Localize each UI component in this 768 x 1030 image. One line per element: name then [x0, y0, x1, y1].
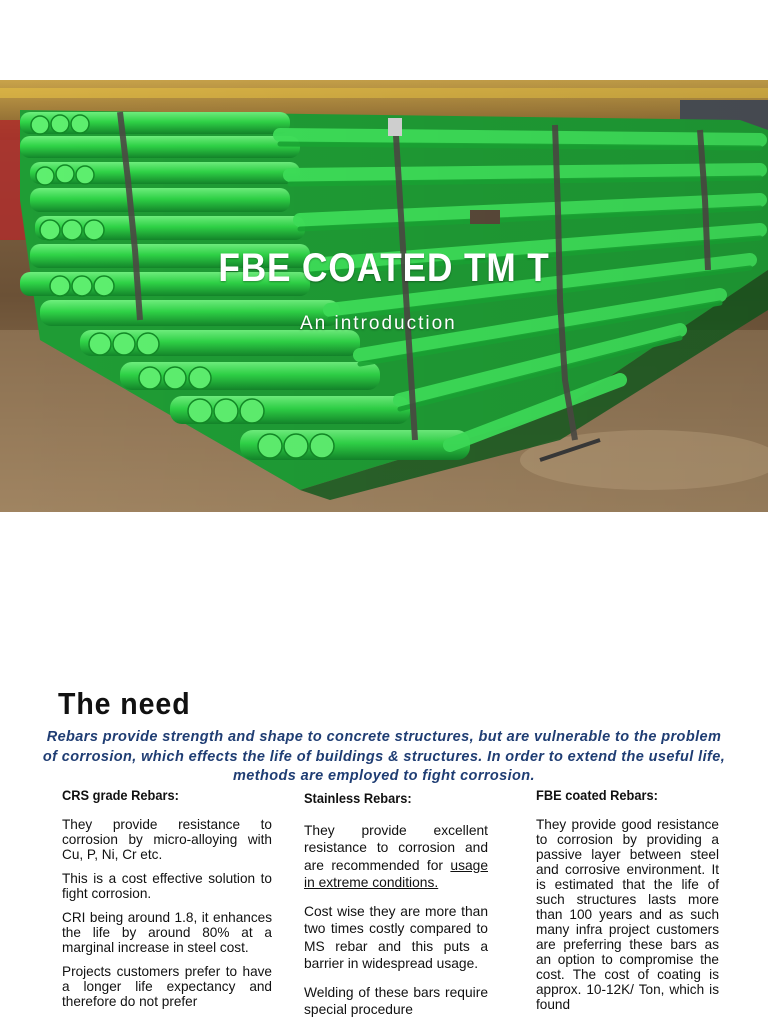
hero-subtitle: An introduction — [300, 313, 457, 334]
column-paragraph: They provide good resistance to corrosion by providing a passive layer between steel and corrosive environment. It is estimated that the life of such structures lasts more than 100 years and as such many infra project customers are preferring these bars as an option to compromise the cost. The cost of coating is approx. 10-12K/ Ton, which is found — [536, 817, 719, 1012]
column-paragraph: CRI being around 1.8, it enhances the life by around 80% at a marginal increase in steel cost. — [62, 910, 272, 955]
column-heading: Stainless Rebars: — [304, 791, 412, 806]
column-paragraph: They provide resistance to corrosion by micro-alloying with Cu, P, Ni, Cr etc. — [62, 817, 272, 862]
column-paragraph: Welding of these bars require special procedure — [304, 984, 488, 1017]
column-heading: CRS grade Rebars: — [62, 788, 179, 803]
column-fbe-rebars — [536, 788, 719, 1021]
column-paragraph: Cost wise they are more than two times costly compared to MS rebar and this puts a barrier in widespread usage. — [304, 903, 488, 971]
column-crs-rebars — [62, 788, 272, 1018]
hero-title: FBE COATED TM T — [218, 246, 550, 290]
intro-paragraph: Rebars provide strength and shape to concrete structures, but are vulnerable to the problem of corrosion, which effects the life of buildings & structures. In order to extend the useful life, methods are employed to fight corrosion. — [42, 729, 726, 784]
column-stainless-rebars — [304, 788, 488, 1030]
hero-image — [0, 80, 768, 512]
column-paragraph: Projects customers prefer to have a longer life expectancy and therefore do not prefer — [62, 964, 272, 1009]
column-paragraph — [304, 822, 488, 892]
column-text: They provide excellent resistance to corrosion and are recommended for — [304, 822, 488, 873]
rebar-photo — [0, 80, 768, 512]
underlined-text: usage in extreme conditions. — [304, 857, 488, 890]
column-heading: FBE coated Rebars: — [536, 788, 658, 803]
section-heading-the-need: The need — [58, 686, 191, 721]
column-paragraph: This is a cost effective solution to fight corrosion. — [62, 871, 272, 901]
